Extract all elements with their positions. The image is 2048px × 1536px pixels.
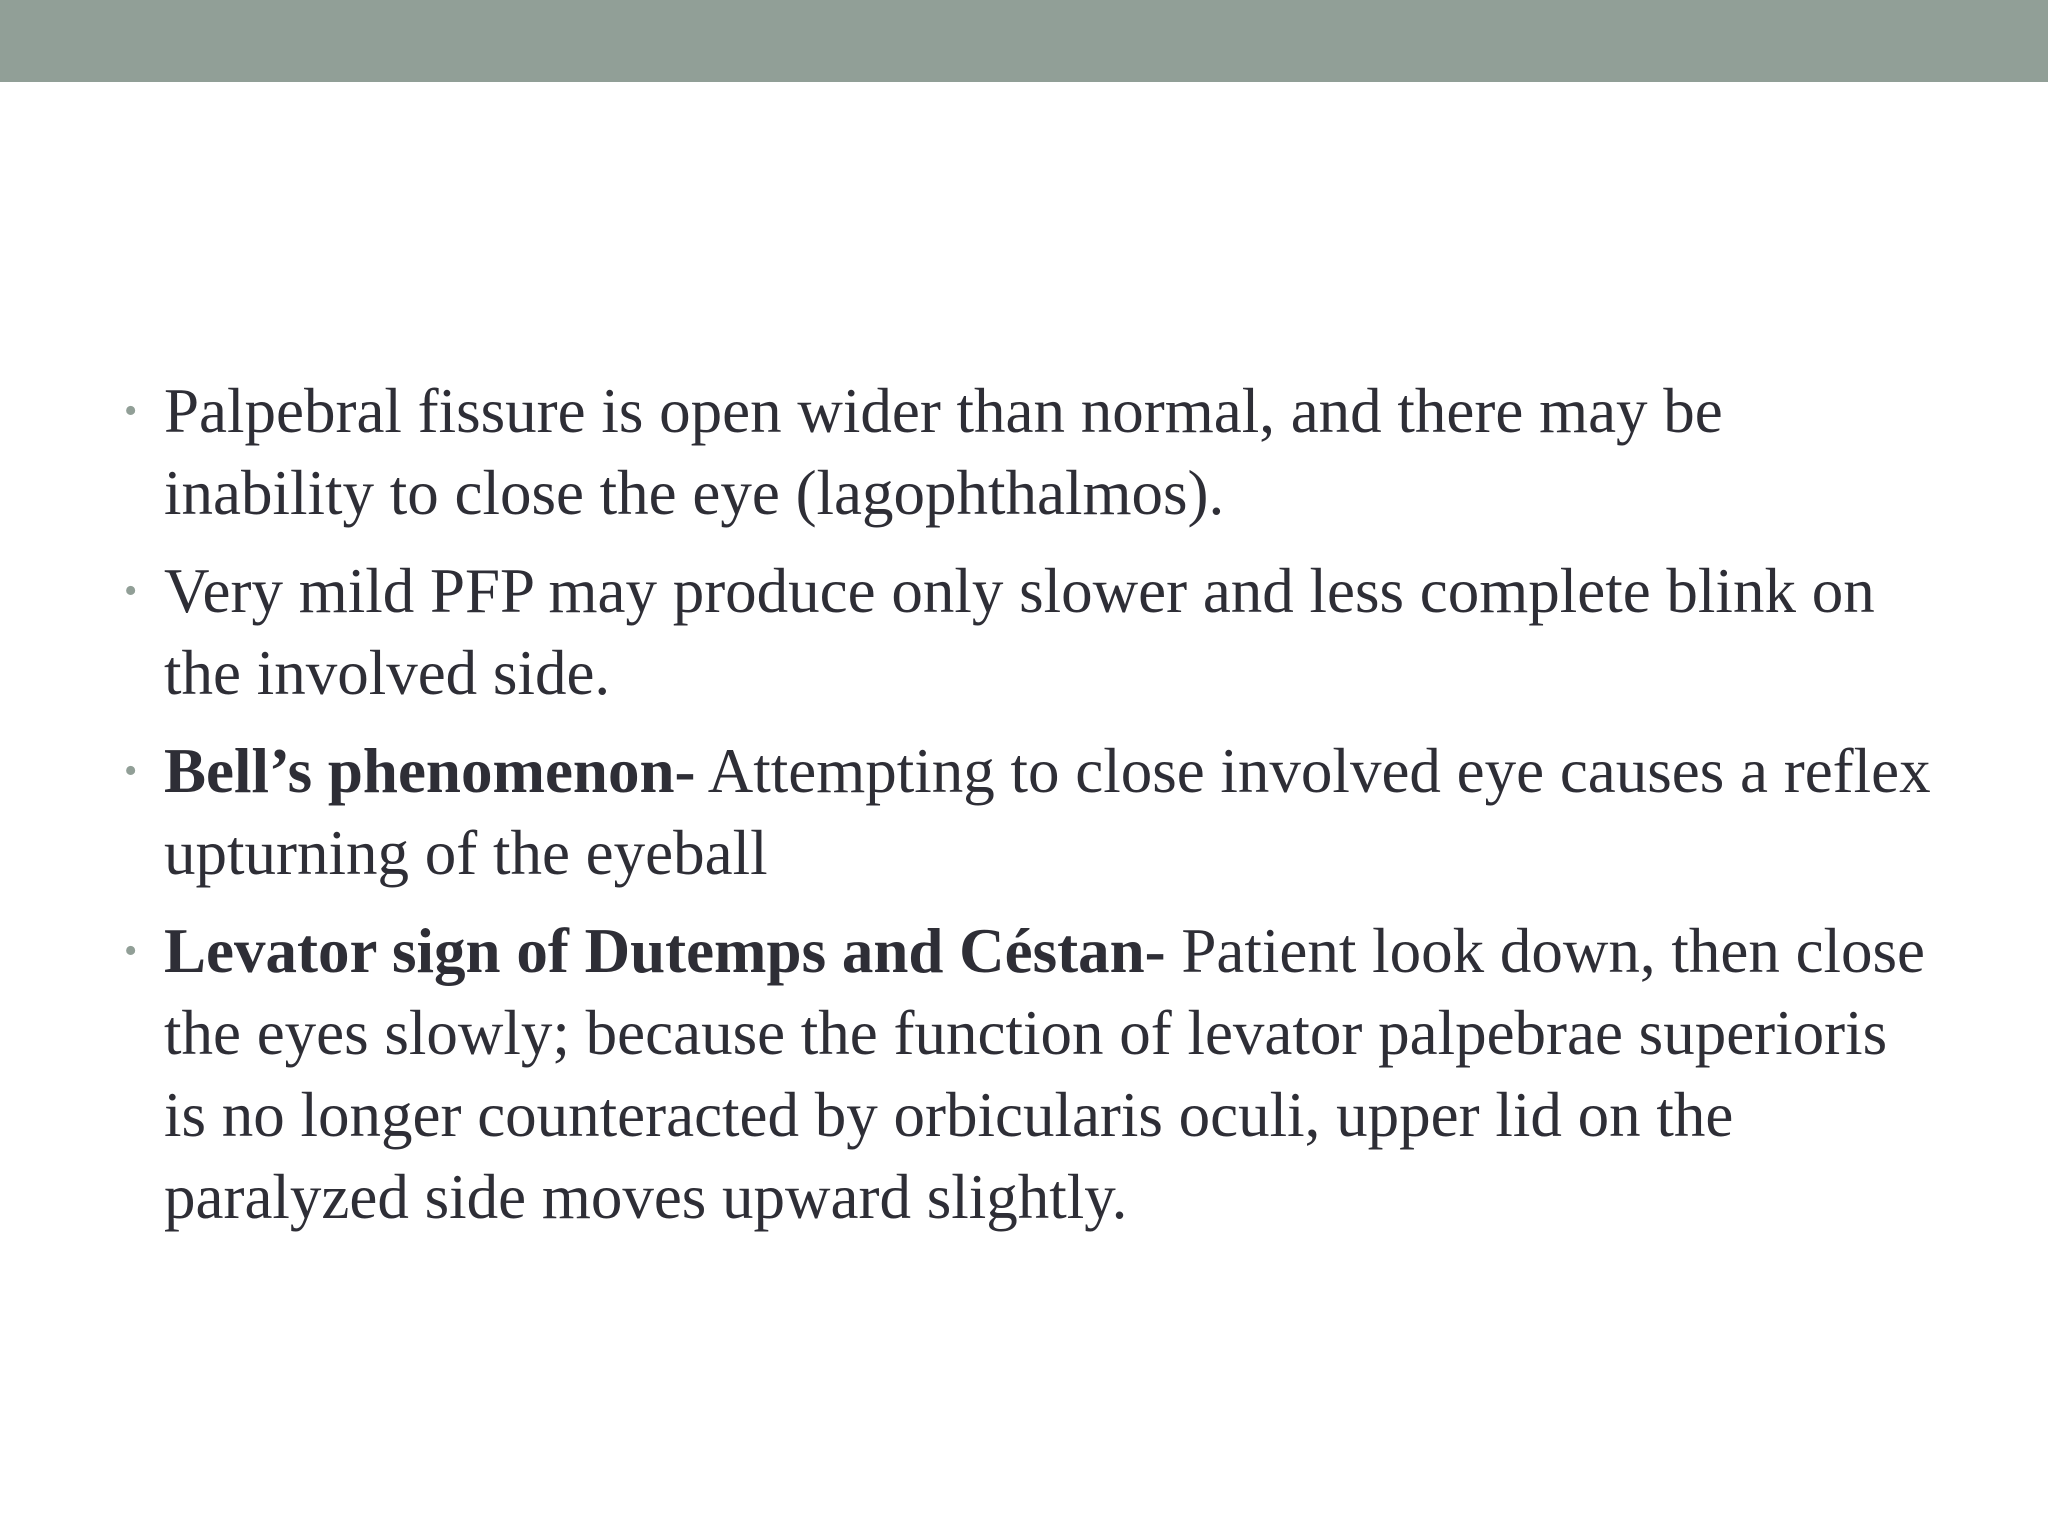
bullet-item — [120, 550, 1940, 714]
bullet-item — [120, 730, 1940, 894]
bullet-text: Attempting to close involved eye causes a reflex upturning of the eyeball — [164, 736, 1931, 888]
bullet-dot-icon: • — [124, 390, 138, 432]
bullet-item — [120, 370, 1940, 534]
bullet-text: Very mild PFP may produce only slower and less complete blink on the involved side. — [164, 556, 1875, 708]
bullet-dot-icon: • — [124, 750, 138, 792]
bullet-term: Bell’s phenomenon- — [164, 736, 696, 806]
bullet-item — [120, 910, 1940, 1238]
bullet-dot-icon: • — [124, 570, 138, 612]
header-bar — [0, 0, 2048, 82]
bullet-list — [120, 370, 1940, 1238]
bullet-text: Patient look down, then close the eyes slowly; because the function of levator palpebrae superioris is no longer counteracted by orbicularis oculi, upper lid on the paralyzed side moves upward slightly. — [164, 916, 1926, 1232]
bullet-term: Levator sign of Dutemps and Céstan- — [164, 916, 1166, 986]
slide-content — [120, 370, 1940, 1254]
bullet-text: Palpebral fissure is open wider than normal, and there may be inability to close the eye (lagophthalmos). — [164, 376, 1723, 528]
bullet-dot-icon: • — [124, 930, 138, 972]
